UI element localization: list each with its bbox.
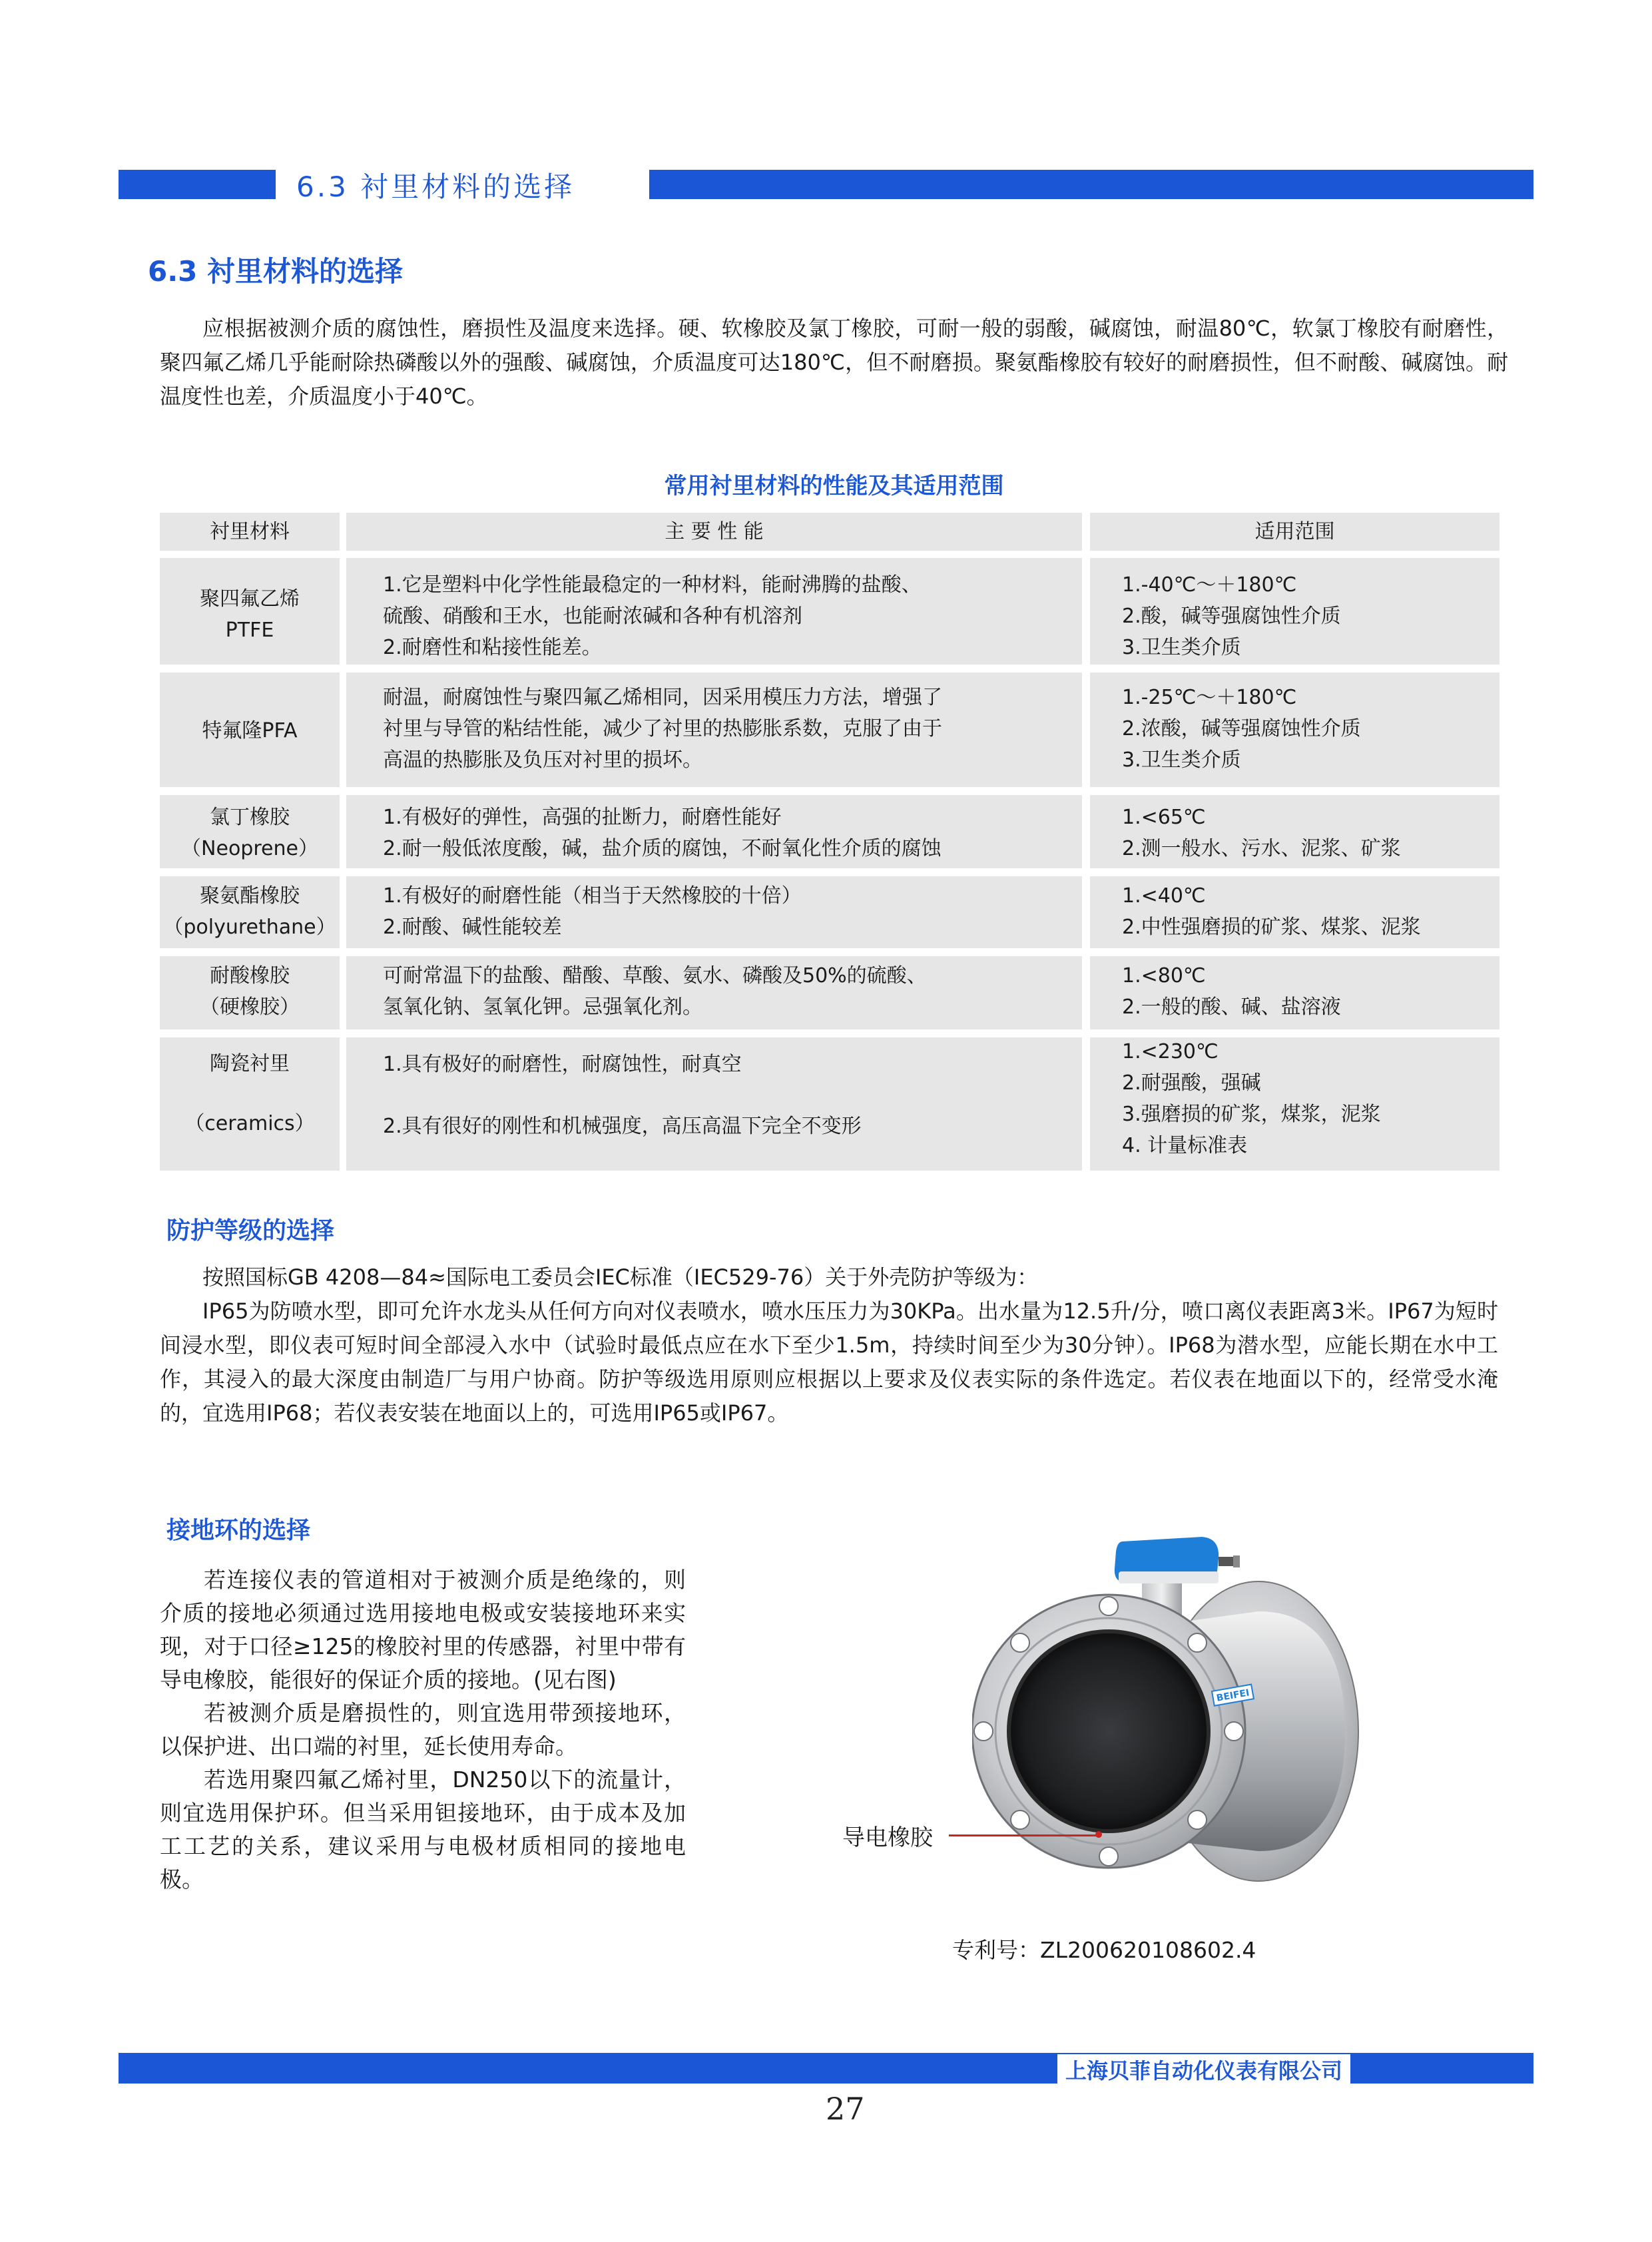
row-pfa-range-1: 1.-25℃～＋180℃ <box>1122 686 1297 709</box>
intro-paragraph <box>160 312 1508 414</box>
row-ceramics-performance-1: 1.具有极好的耐磨性，耐腐蚀性，耐真空 <box>383 1053 742 1076</box>
row-ceramics-material-1: 陶瓷衬里 <box>210 1052 290 1075</box>
row-ptfe-range-1: 1.-40℃～＋180℃ <box>1122 573 1297 597</box>
protection-paragraph: IP65为防喷水型，即可允许水龙头从任何方向对仪表喷水，喷水压压力为30KPa。出水量为12.5升/分，喷口离仪表距离3米。IP67为短时间浸水型，即仪表可短时间全部浸入水中（试验时最低点应在水下至少1.5m，持续时间至少为30分钟）。IP68为潜水型，应能长期在水中工作，其浸入的最大深度由制造厂与用户协商。防护等级选用原则应根据以上要求及仪表实际的条件选定。若仪表在地面以下的，经常受水淹的，宜选用IP68；若仪表安装在地面以上的，可选用IP65或IP67。 <box>160 1298 1498 1426</box>
protection-text <box>160 1261 1498 1430</box>
row-polyurethane-range-1: 1.<40℃ <box>1122 884 1206 908</box>
row-neoprene-performance-1: 1.有极好的弹性，高强的扯断力，耐磨性能好 <box>383 806 782 829</box>
row-neoprene-range-1: 1.<65℃ <box>1122 806 1206 829</box>
row-ptfe-material-2: PTFE <box>225 619 274 642</box>
row-ptfe-range-2: 2.酸，碱等强腐蚀性介质 <box>1122 605 1341 628</box>
conductive-rubber-label: 导电橡胶 <box>842 1824 933 1851</box>
row-ceramics-range-3: 3.强磨损的矿浆，煤浆，泥浆 <box>1122 1103 1381 1126</box>
row-neoprene-range-2: 2.测一般水、污水、泥浆、矿浆 <box>1122 837 1401 860</box>
brand-plate-text: BEIFEI <box>1215 1687 1250 1704</box>
row-ceramics-range-2: 2.耐强酸，强碱 <box>1122 1071 1261 1095</box>
footer-company-name: 上海贝菲自动化仪表有限公司 <box>1057 2054 1350 2085</box>
row-polyurethane-material-1: 聚氨酯橡胶 <box>200 884 300 908</box>
header-bar-left <box>119 170 276 199</box>
row-polyurethane-performance-1: 1.有极好的耐磨性能（相当于天然橡胶的十倍） <box>383 884 802 908</box>
row-pfa-range-3: 3.卫生类介质 <box>1122 748 1241 772</box>
row-hard-rubber-performance-2: 氢氧化钠、氢氧化钾。忌强氧化剂。 <box>383 995 702 1019</box>
row-pfa-performance-1: 耐温，耐腐蚀性与聚四氟乙烯相同，因采用模压力方法，增强了 <box>383 686 942 709</box>
row-ptfe-material-1: 聚四氟乙烯 <box>200 587 300 611</box>
row-ceramics-range-1: 1.<230℃ <box>1122 1040 1219 1063</box>
row-hard-rubber-performance-1: 可耐常温下的盐酸、醋酸、草酸、氨水、磷酸及50%的硫酸、 <box>383 964 927 987</box>
row-hard-rubber-range-1: 1.<80℃ <box>1122 964 1206 987</box>
row-ptfe-performance-2: 硫酸、硝酸和王水，也能耐浓碱和各种有机溶剂 <box>383 605 802 628</box>
grounding-heading: 接地环的选择 <box>166 1517 311 1544</box>
table-header-material: 衬里材料 <box>210 520 290 543</box>
row-pfa-material-1: 特氟隆PFA <box>202 719 298 742</box>
table-header-range: 适用范围 <box>1254 520 1335 543</box>
grounding-paragraph-1: 若连接仪表的管道相对于被测介质是绝缘的，则介质的接地必须通过选用接地电极或安装接地环来实现，对于口径≥125的橡胶衬里的传感器，衬里中带有导电橡胶，能很好的保证介质的接地。(见右图) <box>160 1567 686 1693</box>
row-neoprene-material-1: 氯丁橡胶 <box>210 806 290 829</box>
page-number: 27 <box>826 2091 865 2127</box>
intro-text: 应根据被测介质的腐蚀性，磨损性及温度来选择。硬、软橡胶及氯丁橡胶，可耐一般的弱酸，碱腐蚀，耐温80℃，软氯丁橡胶有耐磨性，聚四氟乙烯几乎能耐除热磷酸以外的强酸、碱腐蚀，介质温度可达180℃，但不耐磨损。聚氨酯橡胶有较好的耐磨损性，但不耐酸、碱腐蚀。耐温度性也差，介质温度小于40℃。 <box>160 316 1508 409</box>
grounding-paragraph-2: 若被测介质是磨损性的，则宜选用带颈接地环，以保护进、出口端的衬里，延长使用寿命。 <box>160 1700 686 1759</box>
row-ptfe-performance-3: 2.耐磨性和粘接性能差。 <box>383 636 602 659</box>
page-title: 6.3 衬里材料的选择 <box>148 255 404 288</box>
row-polyurethane-range-2: 2.中性强磨损的矿浆、煤浆、泥浆 <box>1122 916 1421 939</box>
row-pfa-performance-2: 衬里与导管的粘结性能，减少了衬里的热膨胀系数，克服了由于 <box>383 717 942 740</box>
flowmeter-illustration <box>972 1532 1398 1904</box>
table-title: 常用衬里材料的性能及其适用范围 <box>664 473 1004 499</box>
row-hard-rubber-material-2: （硬橡胶） <box>200 995 300 1019</box>
row-ptfe-range-3: 3.卫生类介质 <box>1122 636 1241 659</box>
row-ceramics-performance-2: 2.具有很好的刚性和机械强度，高压高温下完全不变形 <box>383 1115 862 1138</box>
protection-line1: 按照国标GB 4208—84≈国际电工委员会IEC标准（IEC529-76）关于外壳防护等级为： <box>202 1264 1039 1290</box>
row-pfa-range-2: 2.浓酸，碱等强腐蚀性介质 <box>1122 717 1361 740</box>
row-neoprene-material-2: （Neoprene） <box>181 837 318 860</box>
callout-leader-line <box>949 1834 1099 1836</box>
row-polyurethane-performance-2: 2.耐酸、碱性能较差 <box>383 916 562 939</box>
row-ceramics-range-4: 4. 计量标准表 <box>1122 1134 1248 1157</box>
row-ptfe-performance-1: 1.它是塑料中化学性能最稳定的一种材料，能耐沸腾的盐酸、 <box>383 573 922 597</box>
row-ceramics-material-2: （ceramics） <box>184 1112 315 1135</box>
header-bar-right <box>649 170 1533 199</box>
protection-heading: 防护等级的选择 <box>166 1217 335 1245</box>
row-hard-rubber-range-2: 2.一般的酸、碱、盐溶液 <box>1122 995 1341 1019</box>
table-header-performance: 主 要 性 能 <box>665 520 764 543</box>
grounding-text <box>160 1563 686 1896</box>
patent-number: 专利号：ZL200620108602.4 <box>952 1937 1256 1963</box>
row-neoprene-performance-2: 2.耐一般低浓度酸，碱，盐介质的腐蚀，不耐氧化性介质的腐蚀 <box>383 837 942 860</box>
row-pfa-performance-3: 高温的热膨胀及负压对衬里的损坏。 <box>383 748 702 772</box>
row-polyurethane-material-2: （polyurethane） <box>163 916 336 939</box>
row-hard-rubber-material-1: 耐酸橡胶 <box>210 964 290 987</box>
grounding-paragraph-3: 若选用聚四氟乙烯衬里，DN250以下的流量计，则宜选用保护环。但当采用钽接地环，由于成本及加工工艺的关系，建议采用与电极材质相同的接地电极。 <box>160 1767 686 1892</box>
header-section-label: 6.3 衬里材料的选择 <box>296 170 575 203</box>
